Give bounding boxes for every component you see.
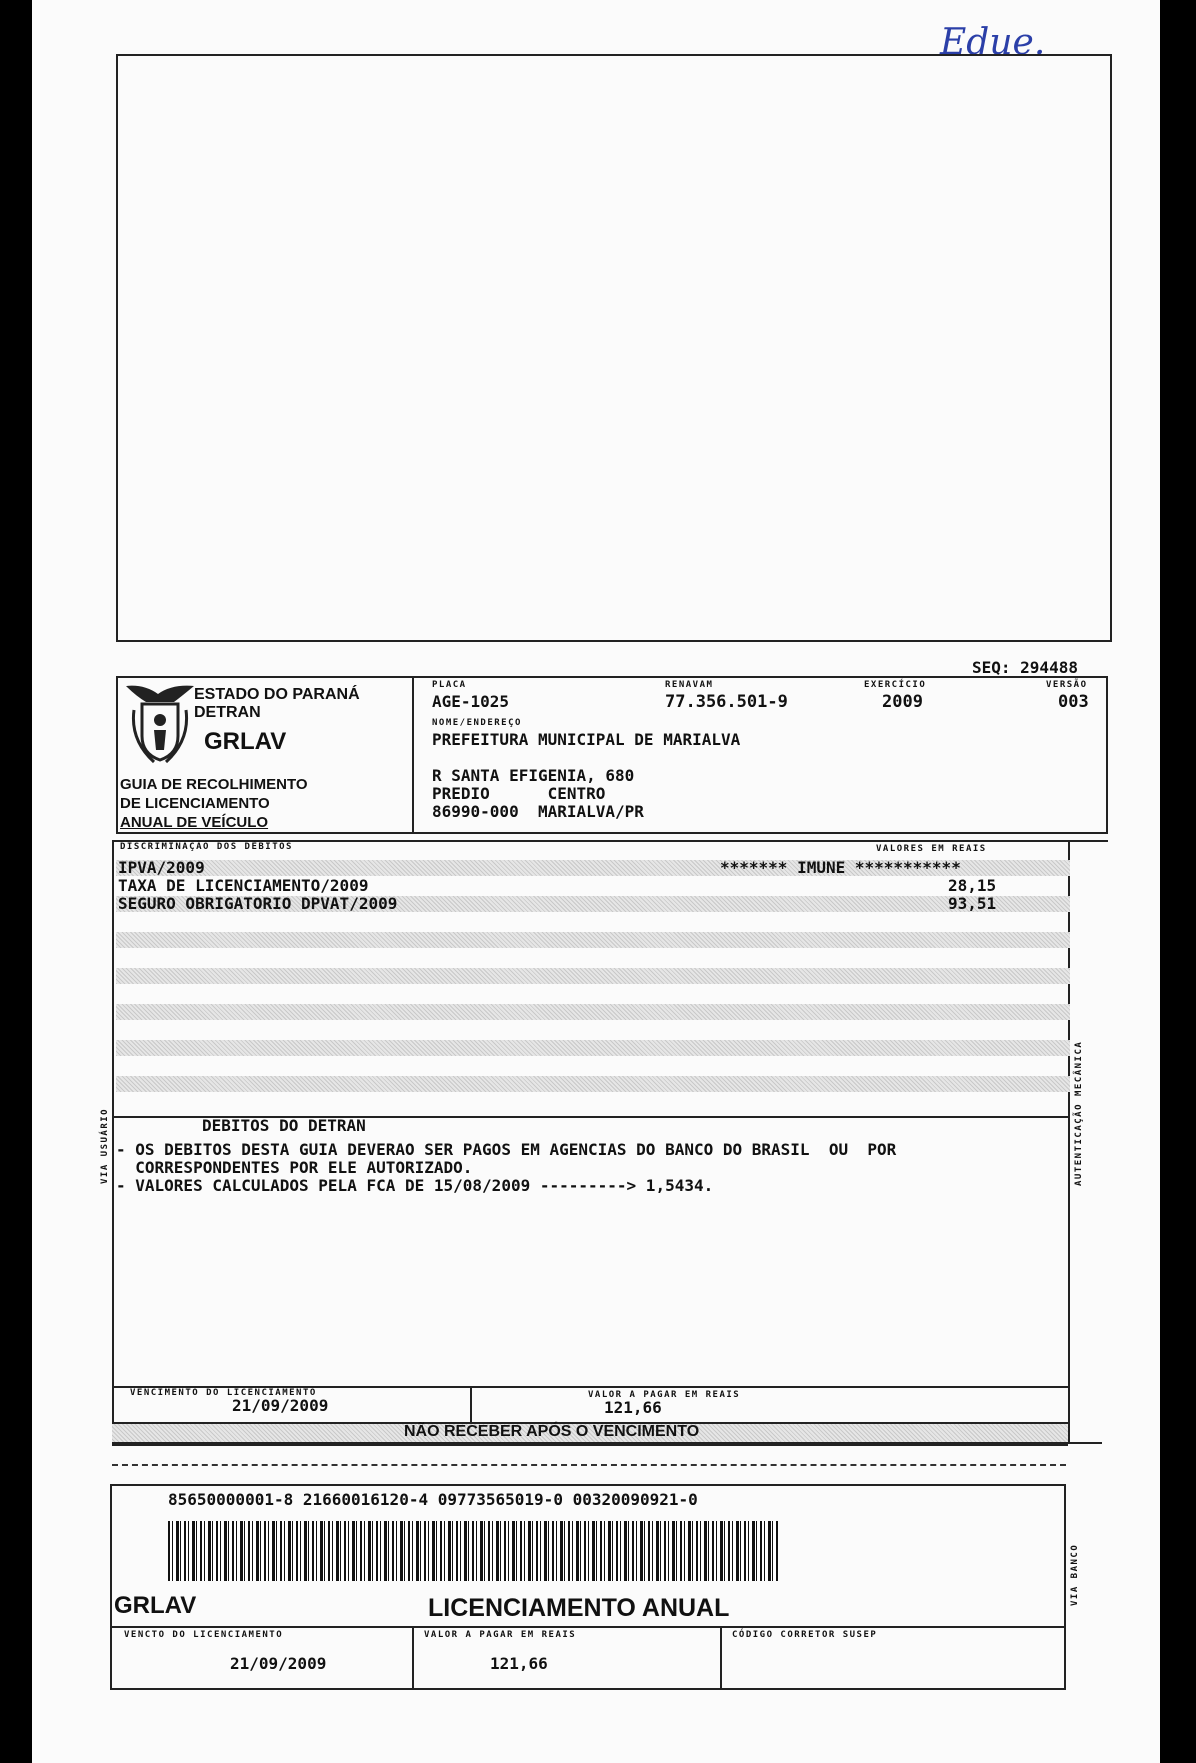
- debts-left-rule: [112, 840, 114, 1443]
- address-line2: PREDIO CENTRO: [432, 784, 606, 803]
- debt-item-value: 28,15: [948, 876, 997, 895]
- footer-divider: [470, 1386, 472, 1422]
- coat-of-arms-icon: [124, 680, 196, 764]
- placa-label: PLACA: [432, 680, 467, 690]
- sequence-number: SEQ: 294488: [972, 658, 1078, 677]
- nome-label: NOME/ENDEREÇO: [432, 718, 522, 728]
- debt-item-value: 93,51: [948, 894, 997, 913]
- exercicio-value: 2009: [882, 692, 923, 712]
- barcode-icon: [168, 1521, 778, 1581]
- stripe-row: [116, 1076, 1070, 1092]
- address-line1: R SANTA EFIGENIA, 680: [432, 766, 635, 785]
- notes-line1: - OS DEBITOS DESTA GUIA DEVERAO SER PAGOS EM AGENCIAS DO BANCO DO BRASIL OU POR: [116, 1140, 897, 1159]
- values-label: VALORES EM REAIS: [876, 844, 987, 854]
- footer-bottom-rule: [112, 1442, 1102, 1444]
- via-banco-label: VIA BANCO: [1070, 1543, 1080, 1606]
- agency-name: DETRAN: [194, 704, 261, 721]
- bank-venc-date: 21/09/2009: [230, 1654, 327, 1673]
- notes-title: DEBITOS DO DETRAN: [202, 1116, 366, 1135]
- stripe-row: [116, 1004, 1070, 1020]
- notes-line2: CORRESPONDENTES POR ELE AUTORIZADO.: [116, 1158, 473, 1177]
- cut-line: [112, 1464, 1066, 1466]
- venc-date: 21/09/2009: [232, 1396, 329, 1415]
- bank-title: LICENCIAMENTO ANUAL: [428, 1594, 730, 1622]
- notes-line3: - VALORES CALCULADOS PELA FCA DE 15/08/2009 ---------> 1,5434.: [116, 1176, 714, 1195]
- owner-name: PREFEITURA MUNICIPAL DE MARIALVA: [432, 730, 741, 749]
- bank-code: GRLAV: [114, 1592, 197, 1619]
- debt-item-desc: IPVA/2009: [118, 858, 205, 877]
- barcode-digits: 85650000001-8 21660016120-4 09773565019-0 00320090921-0: [168, 1490, 698, 1509]
- via-usuario-label: VIA USUÁRIO: [100, 1107, 110, 1184]
- stripe-row: [116, 1040, 1070, 1056]
- stripe-row: [116, 968, 1070, 984]
- bank-venc-label: VENCTO DO LICENCIAMENTO: [124, 1630, 284, 1640]
- renavam-label: RENAVAM: [665, 680, 714, 690]
- bank-fields-rule: [112, 1626, 1064, 1628]
- debts-label: DISCRIMINAÇÃO DOS DÉBITOS: [120, 842, 293, 852]
- header-divider: [412, 676, 414, 834]
- state-name: ESTADO DO PARANÁ: [194, 686, 360, 703]
- handwritten-signature: Edue.: [940, 22, 1046, 63]
- versao-label: VERSÃO: [1046, 680, 1088, 690]
- stripe-row: [116, 932, 1070, 948]
- guide-title-line1: GUIA DE RECOLHIMENTO: [120, 776, 308, 793]
- bank-divider-2: [720, 1626, 722, 1688]
- exercicio-label: EXERCÍCIO: [864, 680, 927, 690]
- warning-text: NÃO RECEBER APÓS O VENCIMENTO: [404, 1423, 700, 1440]
- venc-label: VENCIMENTO DO LICENCIAMENTO: [130, 1388, 317, 1398]
- valor-label: VALOR A PAGAR EM REAIS: [588, 1390, 741, 1400]
- debt-item-desc: TAXA DE LICENCIAMENTO/2009: [118, 876, 369, 895]
- address-line3: 86990-000 MARIALVA/PR: [432, 802, 644, 821]
- debt-item-value: ******* IMUNE ***********: [720, 858, 961, 877]
- autenticacao-label: AUTENTICAÇÃO MECÂNICA: [1074, 1040, 1084, 1186]
- guide-title-line3: ANUAL DE VEÍCULO: [120, 814, 269, 831]
- guide-title-line2: DE LICENCIAMENTO: [120, 795, 270, 812]
- renavam-value: 77.356.501-9: [665, 692, 788, 712]
- bank-valor-label: VALOR A PAGAR EM REAIS: [424, 1630, 577, 1640]
- bank-divider-1: [412, 1626, 414, 1688]
- valor-amount: 121,66: [604, 1398, 662, 1417]
- versao-value: 003: [1058, 692, 1089, 712]
- placa-value: AGE-1025: [432, 692, 510, 711]
- bank-valor-amount: 121,66: [490, 1654, 548, 1673]
- susep-label: CÓDIGO CORRETOR SUSEP: [732, 1630, 878, 1640]
- blank-area-box: [116, 54, 1112, 642]
- debts-right-rule: [1068, 840, 1070, 1443]
- debt-item-desc: SEGURO OBRIGATORIO DPVAT/2009: [118, 894, 398, 913]
- document-code: GRLAV: [204, 728, 287, 755]
